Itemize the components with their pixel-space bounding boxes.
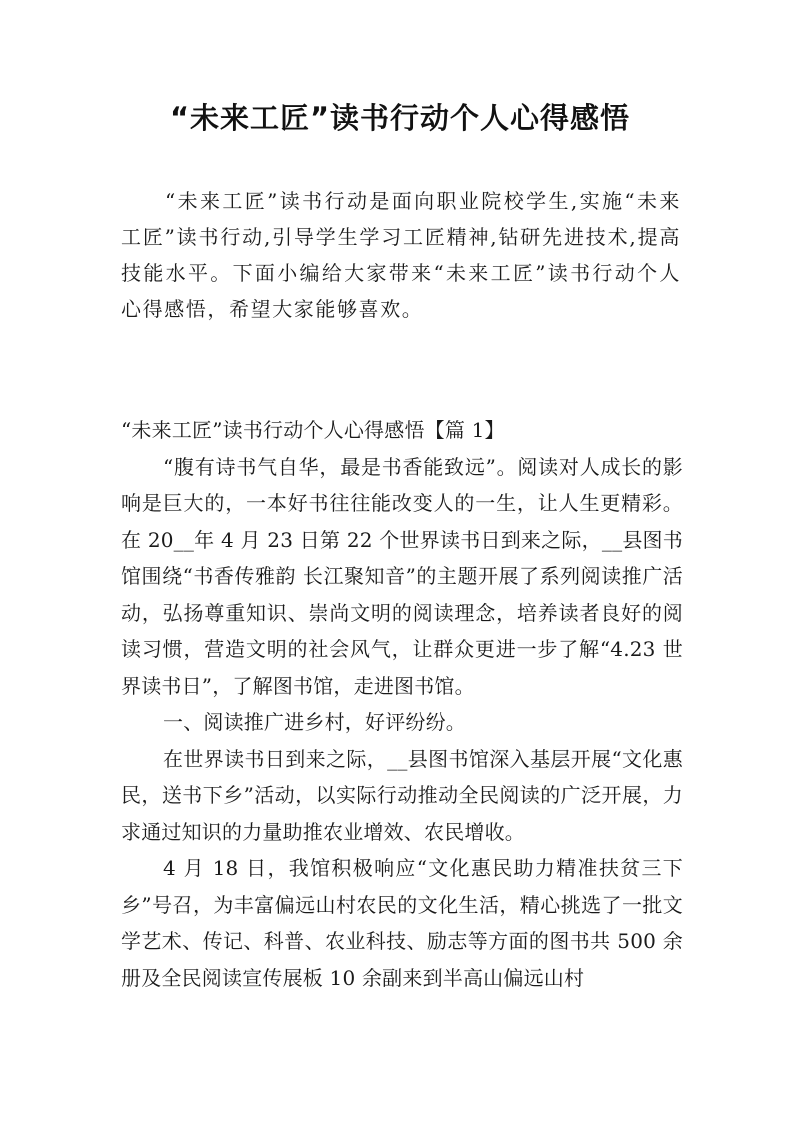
document-title: “未来工匠”读书行动个人心得感悟 [169,101,631,135]
body-paragraph: 在世界读书日到来之际，__县图书馆深入基层开展“文化惠民，送书下乡”活动，以实际行动推动全民阅读的广泛开展，力求通过知识的力量助推农业增效、农民增收。 [121,746,683,844]
body-paragraph: “腹有诗书气自华，最是书香能致远”。阅读对人成长的影响是巨大的，一本好书往往能改变人的一生，让人生更精彩。在 20__年 4 月 23 日第 22 个世界读书日到来之际，__县图书馆围绕“书香传雅韵 长江聚知音”的主题开展了系列阅读推广活动，弘扬尊重知识、崇尚文明的阅读理念，培养读者良好的阅读习惯，营造文明的社会风气，让群众更进一步了解“4.23 世界读书日”，了解图书馆，走进图书馆。 [121,454,683,698]
body-paragraph: 4 月 18 日，我馆积极响应“文化惠民助力精准扶贫三下乡”号召，为丰富偏远山村农民的文化生活，精心挑选了一批文学艺术、传记、科普、农业科技、励志等方面的图书共 500 余册及全民阅读宣传展板 10 余副来到半高山偏远山村 [121,856,683,990]
section-heading: “未来工匠”读书行动个人心得感悟【篇 1】 [121,418,505,442]
subheading-paragraph: 一、阅读推广进乡村，好评纷纷。 [163,710,466,734]
article-section [121,412,683,996]
intro-paragraph: “未来工匠”读书行动是面向职业院校学生,实施“未来工匠”读书行动,引导学生学习工匠精神,钻研先进技术,提高技能水平。下面小编给大家带来“未来工匠”读书行动个人心得感悟，希望大家能够喜欢。 [121,189,681,321]
